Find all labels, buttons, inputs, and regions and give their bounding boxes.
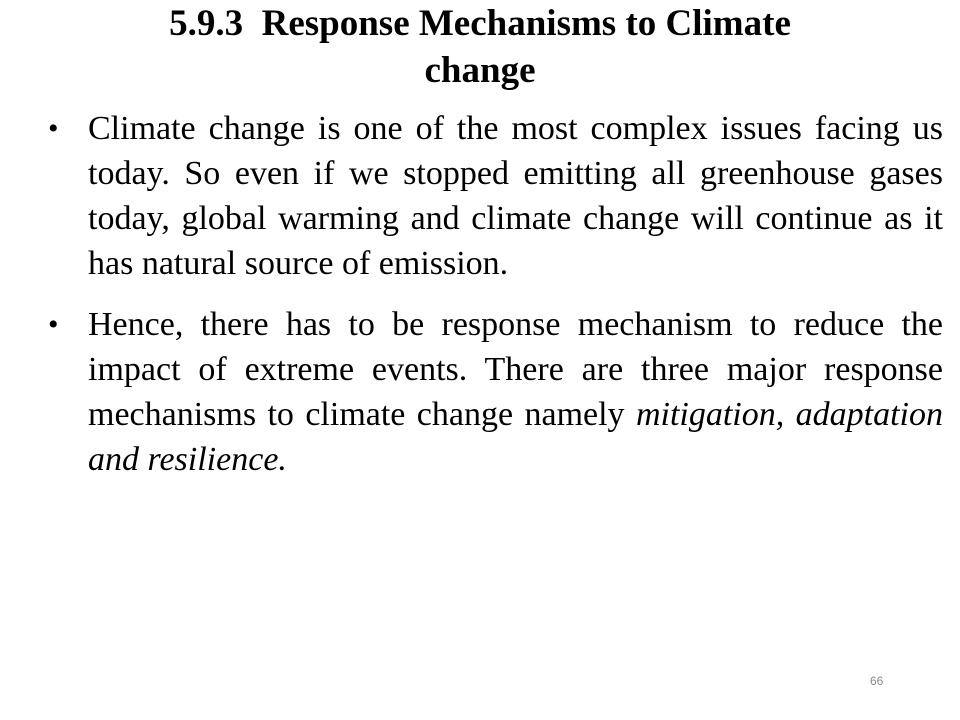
slide-title bbox=[60, 0, 900, 94]
bullet-item bbox=[48, 106, 943, 286]
page-number: 66 bbox=[870, 674, 884, 688]
slide-body bbox=[48, 106, 943, 482]
bullet-dot-icon: • bbox=[48, 308, 59, 341]
bullet-item bbox=[48, 302, 943, 482]
bullet-end-text: . bbox=[278, 441, 287, 478]
bullet-emphasis-text: mitigation, adaptation and resilience bbox=[88, 396, 943, 478]
slide-title-line-2: change bbox=[424, 50, 536, 91]
bullet-text: Climate change is one of the most complex issues facing us today. So even if we stopped emitting all greenhouse gases today, global warming and climate change will continue as it has natural source of emission. bbox=[88, 110, 943, 282]
bullet-text: Hence, there has to be response mechanism to reduce the impact of extreme events. There are three major response mechanisms to climate change namely bbox=[88, 306, 943, 433]
slide-title-line-1: 5.9.3 Response Mechanisms to Climate bbox=[169, 3, 791, 44]
bullet-dot-icon: • bbox=[48, 112, 59, 145]
